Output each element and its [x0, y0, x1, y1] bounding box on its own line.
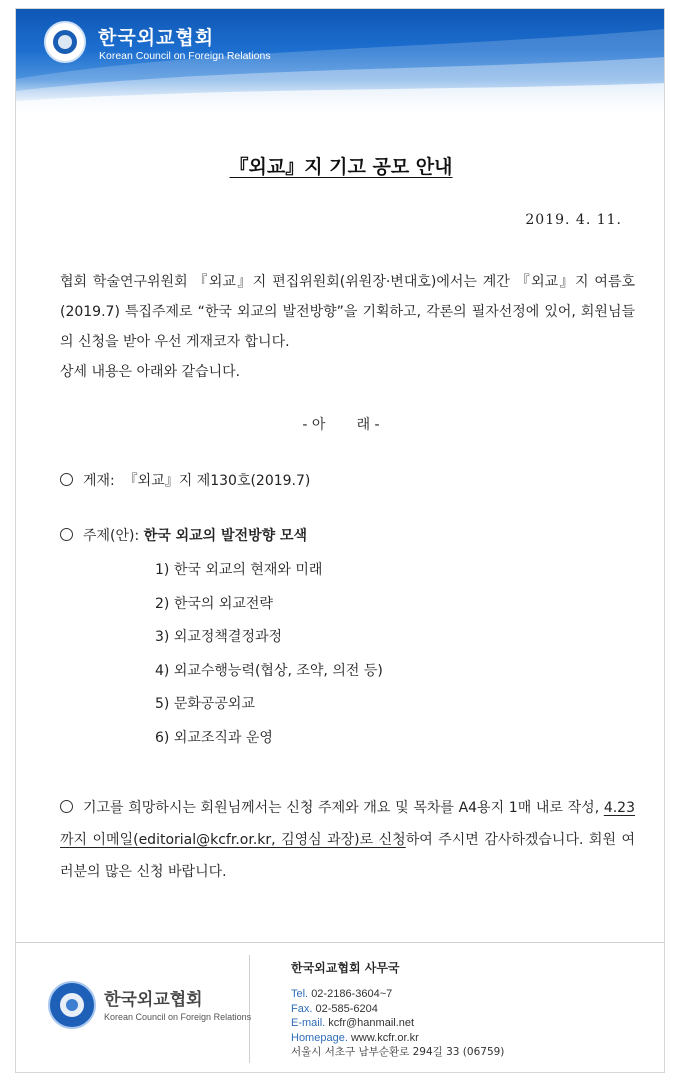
- notice-title-text: 『외교』지 기고 공모 안내: [229, 156, 453, 178]
- tel-value: 02-2186-3604~7: [311, 988, 393, 1000]
- contact-block: [291, 987, 504, 1060]
- theme-label: 주제(안):: [83, 528, 140, 544]
- circle-bullet-icon: [60, 800, 73, 813]
- homepage-value[interactable]: www.kcfr.or.kr: [350, 1031, 419, 1044]
- circle-bullet-icon: [60, 473, 73, 486]
- footer-org-name-ko: 한국외교협회: [104, 990, 203, 1010]
- closing-paragraph: [60, 792, 635, 888]
- topic-item: 3) 외교정책결정과정: [155, 629, 283, 645]
- closing-deadline-underlined: 4.23까지 이메일(editorial@kcfr.or.kr, 김영심 과장)로 신청: [60, 800, 635, 848]
- topic-list: [155, 554, 383, 755]
- publication-value: 『외교』지 제130호(2019.7): [123, 473, 311, 489]
- contact-address: 서울시 서초구 남부순환로 294길 33 (06759): [291, 1046, 505, 1058]
- footer-org-name-en: Korean Council on Foreign Relations: [104, 1012, 252, 1022]
- topic-item: 5) 문화공공외교: [155, 696, 255, 712]
- theme-item: [60, 525, 307, 545]
- circle-bullet-icon: [60, 528, 73, 541]
- closing-text-post: 하여 주시면 감사하겠습니다. 회원 여러분의 많은 신청 바랍니다.: [60, 832, 635, 880]
- section-marker: - 아 래 -: [302, 417, 380, 433]
- kcfr-seal-icon: [44, 21, 86, 63]
- topic-item: 4) 외교수행능력(협상, 조약, 의전 등): [155, 662, 383, 679]
- closing-text-pre: 기고를 희망하시는 회원님께서는 신청 주제와 개요 및 목차를 A4용지 1매 내로 작성,: [83, 800, 604, 816]
- notice-title: [16, 152, 665, 179]
- footer-kcfr-seal-icon: [48, 981, 96, 1029]
- email-value[interactable]: kcfr@hanmail.net: [328, 1017, 415, 1029]
- notice-date: 2019. 4. 11.: [525, 212, 622, 228]
- intro-line: 협회 학술연구위원회 『외교』지 편집위원회(위원장·변대호)에서는 계간 『외교』지 여름호(2019.7) 특집주제로 “한국 외교의 발전방향”을 기획하고, 각론의 필자선정에 있어, 회원님들의 신청을 받아 우선 게재코자 합니다.: [60, 274, 635, 350]
- footer-separator: [16, 942, 665, 943]
- fax-label: Fax.: [291, 1002, 313, 1015]
- contact-tel: [291, 987, 504, 1002]
- intro-paragraph: [60, 267, 635, 387]
- topic-item: 2) 한국의 외교전략: [155, 595, 273, 612]
- office-name: 한국외교협회 사무국: [291, 961, 400, 975]
- publication-label: 게재:: [83, 473, 115, 489]
- theme-value: 한국 외교의 발전방향 모색: [143, 528, 308, 544]
- header-banner: [16, 9, 665, 113]
- header-org-name-en: Korean Council on Foreign Relations: [99, 50, 271, 62]
- contact-homepage: [291, 1031, 504, 1046]
- homepage-label: Homepage.: [291, 1031, 348, 1044]
- contact-email: [291, 1016, 504, 1031]
- topic-item: 6) 외교조직과 운영: [155, 729, 273, 746]
- intro-line: 상세 내용은 아래와 같습니다.: [60, 364, 241, 380]
- tel-label: Tel.: [291, 988, 309, 1000]
- contact-fax: [291, 1002, 504, 1017]
- fax-value: 02-585-6204: [315, 1002, 378, 1015]
- footer-vertical-divider: [249, 955, 250, 1063]
- notice-document: [15, 8, 665, 1073]
- header-org-name-ko: 한국외교협회: [98, 27, 215, 49]
- email-label: E-mail.: [291, 1017, 326, 1029]
- publication-item: [60, 470, 310, 490]
- topic-item: 1) 한국 외교의 현재와 미래: [155, 562, 323, 578]
